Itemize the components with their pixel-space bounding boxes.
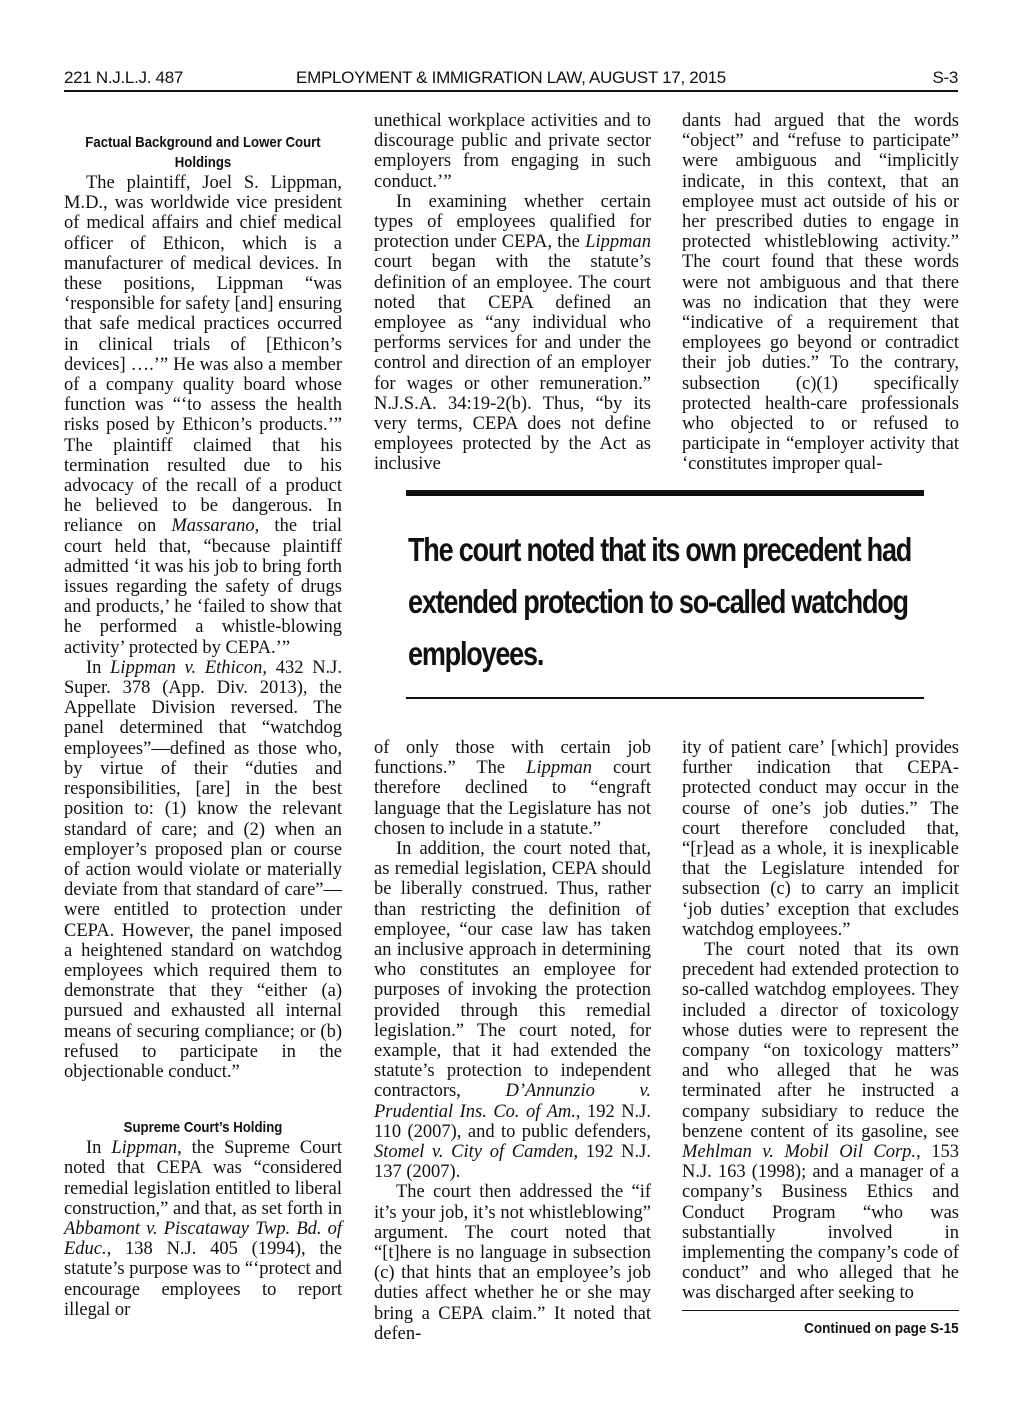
header-page-number: S-3 <box>932 68 958 87</box>
paragraph <box>64 658 342 1082</box>
text-run: , 432 N.J. Super. 378 (App. Div. 2013), the Appellate Division reversed. The panel determined that “watchdog employees”—defined as those who, by virtue of their “duties and responsibilities, [are] in the best position to: (1) know the relevant standard of care; and (2) when an employer’s proposed plan or course of action would violate or materially deviate from that standard of care”—were entitled to protection under CEPA. However, the panel imposed a heightened standard on watchdog employees which required them to demonstrate that they “either (a) pursued and exhausted all internal means of securing compliance; or (b) refused to participate in the objectionable conduct.” <box>64 657 342 1082</box>
case-name: Massarano <box>171 516 255 537</box>
text-run: In examining whether certain types of employees qualified for protection under CEPA, the <box>374 191 651 253</box>
case-name: Lippman <box>585 232 651 253</box>
paragraph <box>374 839 651 1182</box>
header-citation: 221 N.J.L.J. 487 <box>64 68 183 87</box>
text-run: , 192 N.J. 137 (2007). <box>374 1142 651 1183</box>
pullquote-line: employees. <box>408 635 544 672</box>
text-run: , 192 N.J. 110 (2007), and to public defenders, <box>374 1101 652 1142</box>
paragraph <box>682 940 959 1304</box>
text-run: In addition, the court noted that, as remedial legislation, CEPA should be liberally construed. Thus, rather than restricting the definition of employee, “our case law has taken an inclusive approach in determining who constitutes an employee for purposes of invoking the protection provided through this remedial legislation.” The court noted, for example, that it had extended the statute’s protection to independent contractors, <box>374 839 651 1102</box>
continued-text: Continued on page S-15 <box>804 1320 959 1337</box>
paragraph: The court then addressed the “if it’s your job, it’s not whistleblowing” argument. The court noted that “[t]here is no language in subsection (c) that hints that an employee’s job duties affect whether he or she may bring a CEPA claim.” It noted that defen- <box>374 1182 651 1344</box>
section-heading-factual-line1: Factual Background and Lower Court <box>85 134 321 151</box>
text-run: court therefore declined to “engraft language that the Legislature has not chosen to include in a statute.” <box>374 758 652 839</box>
paragraph <box>374 738 651 839</box>
case-name: D’Annunzio v. Prudential Ins. Co. of Am. <box>374 1081 651 1122</box>
text-run: court began with the statute’s definition of an employee. The court noted that CEPA defined an employee as “any individual who performs services for and under the control and direction of an employer for wages or other remuneration.” N.J.S.A. 34:19-2(b). Thus, “by its very terms, CEPA does not define employees protected by the Act as inclusive <box>374 252 651 475</box>
text-run: , the Supreme Court noted that CEPA was “considered remedial legislation entitled to liberal construction,” and that, as set forth in <box>64 1138 342 1219</box>
pullquote-line: The court noted that its own precedent had <box>408 531 912 568</box>
text-run: , 153 N.J. 163 (1998); and a manager of a company’s Business Ethics and Conduct Program “who was substantially involved in implementing the company’s code of conduct” and who alleged that he was discharged after seeking to <box>682 1142 959 1304</box>
continued-divider <box>682 1310 959 1311</box>
text-run: In <box>86 1138 112 1159</box>
paragraph <box>374 192 651 475</box>
case-name: Abbamont v. Piscataway Twp. Bd. of Educ. <box>64 1218 342 1260</box>
case-name: Lippman <box>111 1138 178 1159</box>
text-run: The court noted that its own precedent had extended protection to so-called watchdog employees. They included a director of toxicology whose duties were to represent the company “on toxicology matters” and who alleged that he was terminated after he instructed a company subsidiary to reduce the benzene content of its gasoline, see <box>682 940 959 1142</box>
paragraph: unethical workplace activities and to discourage public and private sector employers from engaging in such conduct.’” <box>374 111 651 192</box>
paragraph <box>64 173 342 658</box>
pullquote <box>408 524 912 680</box>
column-right-bottom <box>682 738 959 1304</box>
column-middle-top <box>374 111 651 475</box>
section-heading-factual-line2: Holdings <box>174 154 232 171</box>
text-run: , 138 N.J. 405 (1994), the statute’s purpose was to “‘protect and encourage employees to report illegal or <box>64 1239 342 1320</box>
section-heading-factual <box>81 133 326 173</box>
paragraph: dants had argued that the words “object” and “refuse to participate” were ambiguous and “implicitly indicate, in this context, that an employee must act outside of his or her prescribed duties to engage in protected whistleblowing activity.” The court found that these words were not ambiguous and that there was no indication that they were “indicative of a requirement that employees go beyond or contradict their job duties.” To the contrary, subsection (c)(1) specifically protected health-care professionals who objected to or refused to participate in “employer activity that ‘constitutes improper qual- <box>682 111 959 475</box>
case-name: Lippman <box>526 758 592 779</box>
column-right-top <box>682 111 959 475</box>
section-heading-supreme: Supreme Court’s Holding <box>123 1119 283 1137</box>
header-publication: EMPLOYMENT & IMMIGRATION LAW, AUGUST 17, 2015 <box>296 68 726 87</box>
case-name: Mehlman v. Mobil Oil Corp. <box>682 1142 917 1163</box>
case-name: Stomel v. City of Camden <box>374 1142 574 1163</box>
running-header <box>64 66 958 92</box>
pullquote-line: extended protection to so-called watchdog <box>408 583 908 620</box>
column-middle-bottom <box>374 738 651 1344</box>
text-run: of only those with certain job functions.” The <box>374 738 651 779</box>
text-run: The plaintiff, Joel S. Lippman, M.D., was worldwide vice president of medical affairs and chief medical officer of Ethicon, which is a manufacturer of medical devices. In these positions, Lippman “was ‘responsible for safety [and] ensuring that safe medical practices occurred in clinical trials of [Ethicon’s devices] ….’” He was also a member of a company quality board whose function was “‘to assess the health risks posed by Ethicon’s products.’” The plaintiff claimed that his termination resulted due to his advocacy of the recall of a product he believed to be dangerous. In reliance on <box>64 173 342 537</box>
paragraph <box>64 1138 342 1320</box>
pullquote-bottom-rule <box>406 697 924 699</box>
continued-notice <box>682 1320 959 1337</box>
case-name: Lippman v. Ethicon <box>110 657 263 678</box>
text-run: In <box>86 657 111 678</box>
text-run: , the trial court held that, “because plaintiff admitted ‘it was his job to bring forth issues regarding the safety of drugs and products,’ he ‘failed to show that he performed a whistle-blowing activity’ protected by CEPA.’” <box>64 516 342 658</box>
column-left <box>64 133 342 1320</box>
paragraph: ity of patient care’ [which] provides further indication that CEPA-protected conduct may occur in the course of one’s job duties.” The court therefore concluded that, “[r]ead as a whole, it is inexplicable that the Legislature intended for subsection (c) to carry an implicit ‘job duties’ exception that excludes watchdog employees.” <box>682 738 959 940</box>
pullquote-top-rule <box>406 490 924 496</box>
